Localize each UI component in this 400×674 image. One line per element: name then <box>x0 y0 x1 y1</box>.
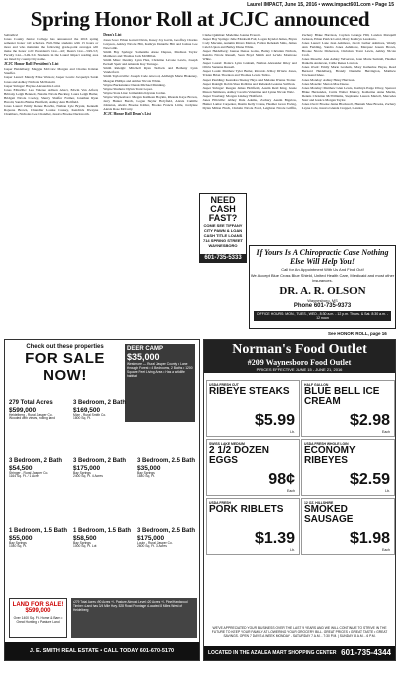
grocery-header <box>204 340 395 373</box>
deal-price: $5.99 <box>254 412 295 429</box>
deal-unit: Lb. <box>290 430 295 434</box>
listing-b: $599,000 <box>9 406 37 414</box>
paragraph: Jones Soso: Ethan Garrett Davis, Kasey Joy Gavin, Geoffrey Charles Grayson, Ashley Nicole Hitt, Kathryn Danielle Hitt and Joshua Lee Newcomb. <box>103 38 198 51</box>
listing-d: 1040 Sq. Ft. <box>9 544 27 549</box>
listing-a: 1 Bedroom, 1.5 Bath <box>9 528 68 534</box>
byline: Submitted <box>4 33 18 37</box>
paragraph: Jasper Laurel: Mandy Elise Watson; Jasper Louin: Jacquelyn Sarah Jones and Ashley Nichole McDonald. <box>4 75 99 84</box>
deal-item-name: RIBEYE STEAKS <box>209 386 290 397</box>
paragraph: Jones Ovett: Brooke Jenna Blackwell, Hannah Shae Brooks, Zachary Layne Cole, Jessica Glenda Creppel, Landon <box>301 101 396 110</box>
pawn-shop-ad <box>199 193 247 263</box>
listing-a: 3 Bedroom, 2 Bath <box>9 458 63 464</box>
listing-d: 1840 Sq. Ft. <box>137 474 155 479</box>
listing-item <box>73 458 135 508</box>
deal-item <box>206 439 300 496</box>
deal-item <box>206 498 300 555</box>
paragraph: Jones Laurel: Emily Renae Bowlin, Nathan Lyle Bryant, Kenneth Rojeone Brown, Chandler Louise Causey, Kendrick Dwayne Chambers, Nicholas Lee Chandler, Jessica Brooke Duckworth. <box>4 103 99 116</box>
ad-subhead: COME SEE TIFFANY <box>203 223 243 228</box>
listing-b: $175,000 <box>73 464 101 472</box>
paragraph: Jasper Paulding: Keandrea Shenay Hays and Melanie D'anne Trotter. <box>202 77 297 82</box>
paragraph: Wayne State Line: Jermeishia Kiyante Jordan. <box>103 90 166 95</box>
deal-label: USDA FRESH CUT <box>209 383 239 387</box>
listing-c: Bay Springs <box>137 470 155 475</box>
listing-d: 2600 Sq. Ft. 3 Acres <box>137 544 167 549</box>
listing-d: Wooded with views, rolling land <box>9 416 55 421</box>
store-location: LOCATED IN THE AZALEA MART SHOPPING CENTER WAYNESBORO, MS <box>208 650 337 670</box>
deal-item-name: 2 1/2 DOZEN EGGS <box>209 445 270 466</box>
paragraph: Jones Ellisville: Abbey Dale Adams, Zachary Austin Bigalow, Hunter Lamar Carpenter, Dustin Kelly Crane, Heather Grace Ewing, Dylan Milton Finch, Christin Nicole Ford, Leighton Nicole Griffin, Zachary Blake Harrison, Cayden Grange Hill, Landon Maxquill Jackson, Ethan Patrick Laird, Mary Kathryn Laudonio. <box>202 33 396 110</box>
paragraph: Wayne Buckatunna: Derek Michael Manning. <box>103 82 166 87</box>
paragraph: Smith Taylorsville: Joseph Cade Atwood, Addleigh Marie Blakeney, Meagan Phillips and Amber Nicole White. <box>103 74 198 83</box>
paragraph: Jones Moselle: Sharon Mae Deese. <box>301 81 350 86</box>
listing-details: Westmore — Rural Jasper County • Lane through Forest • 4 Bedrooms, 2 Baths • 1200 Square Feet Living Area • Has a wildlife habitat <box>127 362 193 378</box>
land-details: Over 1400 Sq. Ft. Home & Barn • Great Hunting • Pasture Land <box>13 616 63 624</box>
listing-b: $175,000 <box>137 534 165 542</box>
listing-d: 1000 Sq. Ft. Lot <box>73 544 97 549</box>
listing-c: Louin - Rural Jasper Co. <box>137 540 173 545</box>
deal-price: $1.98 <box>349 530 390 547</box>
deal-label: SWISS LAKE MEDIUM <box>209 442 245 446</box>
deal-item <box>301 439 395 496</box>
listing-item <box>9 458 71 508</box>
listing-item <box>73 528 135 578</box>
listing-d: 2400 Sq. Ft. 4 Acres <box>73 474 103 479</box>
deal-item <box>301 380 395 437</box>
ad-address: 714 SPRING STREET WAYNESBORO <box>202 238 243 248</box>
office-hours: OFFICE HOURS: MON., TUES., WED., 8:30 a.m. - 12 p.m. Thurs. & Sat. 8:30 a.m. - 12 noon <box>254 311 391 321</box>
paragraph: Jasper Raleigh: Robin Shea Robbins and Rebekah LeAnne Sullivan. <box>202 81 296 86</box>
listing-a: 1 Bedroom, 1.5 Bath <box>73 528 132 534</box>
land-headline: LAND FOR SALE! $599,000 <box>12 602 64 614</box>
paragraph: Jones Laurel: Lane Jean Ashmore, Jacob Luther Ashmore, Wendy Ann Fielding, Sandra Jones Ashmore, Marquez Jesean Brown, Brooke Nicole Dickerson, Christian Trent Lewis, Ashley Nicole Craft. <box>301 41 396 58</box>
listing-item <box>73 400 135 450</box>
paragraph: Jasper Stringer: Haylee Alexandria Laird. <box>4 83 61 88</box>
chiropractic-ad <box>249 245 396 329</box>
deal-item-name: ECONOMY RIBEYES <box>304 445 356 466</box>
deal-label: USDA FRESH WHOLE LOIN <box>304 442 349 446</box>
listing-c: Bay Springs <box>9 540 27 545</box>
realty-footer: J. E. SMITH REAL ESTATE • CALL TODAY 601-670-5170 <box>5 642 199 660</box>
deal-unit: Each <box>287 489 295 493</box>
listing-c: Mize - Rural Smith Co. <box>73 412 107 417</box>
paragraph: Smith Bay Springs: Samantha Alese Dupree, Madison Taylor Matthews and Thomas Jack McMillan. <box>103 50 198 59</box>
ad-address: Waynesboro, MS <box>307 298 338 303</box>
store-name: Norman's Food Outlet <box>232 342 367 357</box>
deal-price: 98¢ <box>268 471 295 488</box>
deal-unit: Lb. <box>290 548 295 552</box>
paragraph: Wayne Waynesboro: Megan Kathleen Boykin, Rhonda Kaye Brown, Jerry Hunter Burch, Logan Skylar Holyfield, Alexis Camille Johnston, Alexis Brooke Kittler, Brooks Francis Little, Jordynne Alexis Rose McCarty. <box>103 94 198 111</box>
section-heading: Dean's List <box>103 33 122 37</box>
section-heading: JCJC Honor Roll Dean's List <box>103 111 151 116</box>
ad-phone: 601-735-5333 <box>200 254 246 262</box>
paragraph: Smith Raleigh: Mitchell Ryan Tadlock and Bethany Lynn Vanderford. <box>103 66 198 75</box>
listing-c: Heidelberg - Rural Jasper Co. <box>9 412 53 417</box>
ad-phone: Phone 601-735-9373 <box>293 303 352 309</box>
listing-b: $35,000 <box>137 464 161 472</box>
deal-item <box>206 380 300 437</box>
deal-label: 12 OZ. HILLSHIRE <box>304 501 334 505</box>
jump-line: See HONOR ROLL, page 16 <box>328 331 387 336</box>
paragraph: Jasper Stringer: Reagan James Holifield, Austin Reid King, Jessie Mason Simmons, Ashley Cecelia Valentine and Lynne Nicole Walz. <box>202 85 297 94</box>
deal-unit: Each <box>382 430 390 434</box>
paragraph: Jasper Heidelberg: Jaunae Denae Goins, Bailey Christian Nichols, Kendra Nicole Russell, Sean Boyd Smith and Le'ndo Montrose White. <box>202 49 297 62</box>
ad-kicker: Check out these properties <box>26 344 104 350</box>
deal-item-name: BLUE BELL ICE CREAM <box>304 386 380 407</box>
paragraph: Jones Moselle: Ann Ashley Yelverton, Jean Marie Sumrall, Heather Danielle Anderson, Callie Renee Lawton. <box>301 57 396 66</box>
deal-label: USDA FRESH <box>209 501 231 505</box>
deal-unit: Each <box>382 548 390 552</box>
paragraph: Jasper Vossburg: Morgan Lindsey Holifield. <box>202 93 263 98</box>
store-phone: 601-735-4344 <box>341 648 391 657</box>
ad-subhead: Call for An Appointment With Us And Find Out! <box>281 267 364 272</box>
grocery-ad <box>203 339 396 670</box>
paragraph: Jasper Bay Springs: Julie Elizabeth Fail, Logan Kyndal James, Bryan Cody Macunn, Autumn Rivers Mattox, Fallon Rebekah Sims, James Caleb Upton and Bailey Diane White. <box>202 37 297 50</box>
ad-headline: FOR SALE NOW! <box>25 350 105 384</box>
deal-price: $1.39 <box>254 530 295 547</box>
deal-price: $2.98 <box>349 412 390 429</box>
listing-a: 3 Bedroom, 2.5 Bath <box>137 458 196 464</box>
valid-dates: PRICES EFFECTIVE JUNE 15 - JUNE 21, 2016 <box>256 367 343 372</box>
listing-c: Bay Springs <box>73 540 91 545</box>
deal-label: HALF GALLON <box>304 383 329 387</box>
paragraph: Jasper Laurel: Donica Lynn Graham, Nathan Alexander Riley and Olivia Suzanne Russell. <box>202 61 297 70</box>
store-note: WE'VE APPRECIATED YOUR BUSINESS OVER THE LAST 9 YEARS AND WE WILL CONTINUE TO STRIVE IN THE FUTURE TO KEEP YOUR FAMILY AT LOWERING YOUR GROCERY BILL. GREAT PRICES • GREAT TASTE • GREAT SAVINGS. OPEN 7 DAYS A WEEK MONDAY - SATURDAY 7 A.M. - 7:30 P.M. | SUNDAY 8 A.M. - 6 P.M. <box>211 626 388 638</box>
listing-c: Bay Springs <box>73 470 91 475</box>
paragraph: Jones Ellisville: Lea Valeree Adlaon Abaci, Edwin Van Alford, Brittany Leigh Bennett, Natalie Nicole Buckley, Laura Leigh Butler, Bridgett Nicole Cooley, Sherry Shaffer Farmer, Jonathan Ryan Harold, Sandra Blaine Hartfield, Ashley Ann Holifield. <box>4 87 99 104</box>
listing-b: $169,500 <box>73 406 101 414</box>
listing-d: 1164 Sq. Ft. / 1 Acre <box>9 474 39 479</box>
listing-b: $58,500 <box>73 534 97 542</box>
paragraph: Clarke Quitman: Madeline Joanna Everett. <box>202 33 261 37</box>
listing-c: Stringer - Rural Jasper Co. <box>9 470 49 475</box>
article-intro: Jones County Junior College has announced the 2016 spring semester honor roll scholars. Full-Time students with 15 hours or more and who maintain the following grade-point averages will make the honor roll: President's List—4.0; Dean's List—3.99-3.5; Faculty List—3.49-3.0. Students in the Laurel Impact reading area are listed by county/city name. <box>4 37 99 62</box>
headline: Spring Honor Roll at JCJC announced <box>30 7 370 31</box>
listing-a: 3 Bedroom, 2 Bath <box>73 400 127 406</box>
real-estate-ad <box>4 339 200 661</box>
ad-headline: If Yours Is A Chiropractic Case Nothing Else Will Help You! <box>256 248 389 266</box>
acreage-features: •279 Total Acres •90 Acres +/- Pasture Almost Level •20 Acres +/- Pine/Hardwood Timber •Land has 3/4 Mile Hwy. 528 Road Frontage •Located 8 Miles West of Heidelberg <box>71 598 197 638</box>
running-header: Laurel IMPACT, June 15, 2016 • www.impact601.com • Page 15 <box>247 2 394 8</box>
ad-note: We Accept Blue Cross Blue Shield, United Health Care, Medicaid and most other insurances. <box>250 273 395 283</box>
listing-d: 1800 Sq. Ft. <box>73 416 91 421</box>
deal-price: $2.59 <box>349 471 390 488</box>
listing-a: 3 Bedroom, 2 Bath <box>73 458 127 464</box>
deal-unit: Lb. <box>385 489 390 493</box>
listing-a: 279 Total Acres <box>9 400 53 406</box>
store-footer <box>204 646 395 670</box>
listing-item <box>137 528 199 578</box>
paragraph: Jasper Louin: Matthew Tyler Butler, Ricardo Ja'Roy Di'iario Jones, Tristan Brian Thornton and Thomas Lewis Tullos. <box>202 69 297 78</box>
listing-price: $35,000 <box>127 352 160 362</box>
listing-b: $55,000 <box>9 534 33 542</box>
paragraph: Jasper Heidelberg: Maggie McCraw Morgan and Charles Kristan Stauffer. <box>4 67 99 76</box>
deal-item-name: SMOKED SAUSAGE <box>304 504 354 525</box>
listing-title: DEER CAMP <box>127 346 164 352</box>
land-for-sale <box>9 598 67 638</box>
store-address: #209 Waynesboro Food Outlet <box>247 358 352 367</box>
deer-camp-listing <box>125 344 195 422</box>
paragraph: Jones Ovett: Emily Marie Graham, Mary Katherine Hayes, Reed Bernard Heidelberg, Brandy Danielle Herrington, Matthew Townsend Ishee. <box>301 65 396 78</box>
listing-item <box>9 400 71 450</box>
paragraph: Wayne Shubuta: Dylan Trent Lopez. <box>103 86 153 91</box>
section-heading: JCJC Honor Roll President's List <box>4 62 59 67</box>
ad-headline: NEED CASH FAST? <box>208 195 238 223</box>
paragraph: Jones Monday: Ashley Haley Harrison. <box>301 77 356 82</box>
deal-item <box>301 498 395 555</box>
paragraph: Jones Monday: Matthew Glen Lewis, Kathryn Paige Ullrey, Spencer Blake Hernandez, Curtis Walter Muncy, Katharine Anne Martin, Dennis Christian McWilliams, Stephanie Lauren Martell, Mercedes Starr and Jessica Morgan Taylor. <box>301 85 396 102</box>
listing-item <box>9 528 71 578</box>
paragraph: Smith Mize: Destiny Lynn Hux, Christina Lavone Lewis, Joseph Peckell Speir and Amanda Kay Turnage. <box>103 58 198 67</box>
deal-item-name: PORK RIBLETS <box>209 504 284 515</box>
doctor-name: DR. A. R. OLSON <box>279 285 366 297</box>
listing-item <box>137 458 199 508</box>
listing-b: $54,500 <box>9 464 33 472</box>
listing-a: 3 Bedroom, 2.5 Bath <box>137 528 196 534</box>
ad-store: CITY PAWN & LOAN CASH TITLE LOANS <box>203 228 243 238</box>
